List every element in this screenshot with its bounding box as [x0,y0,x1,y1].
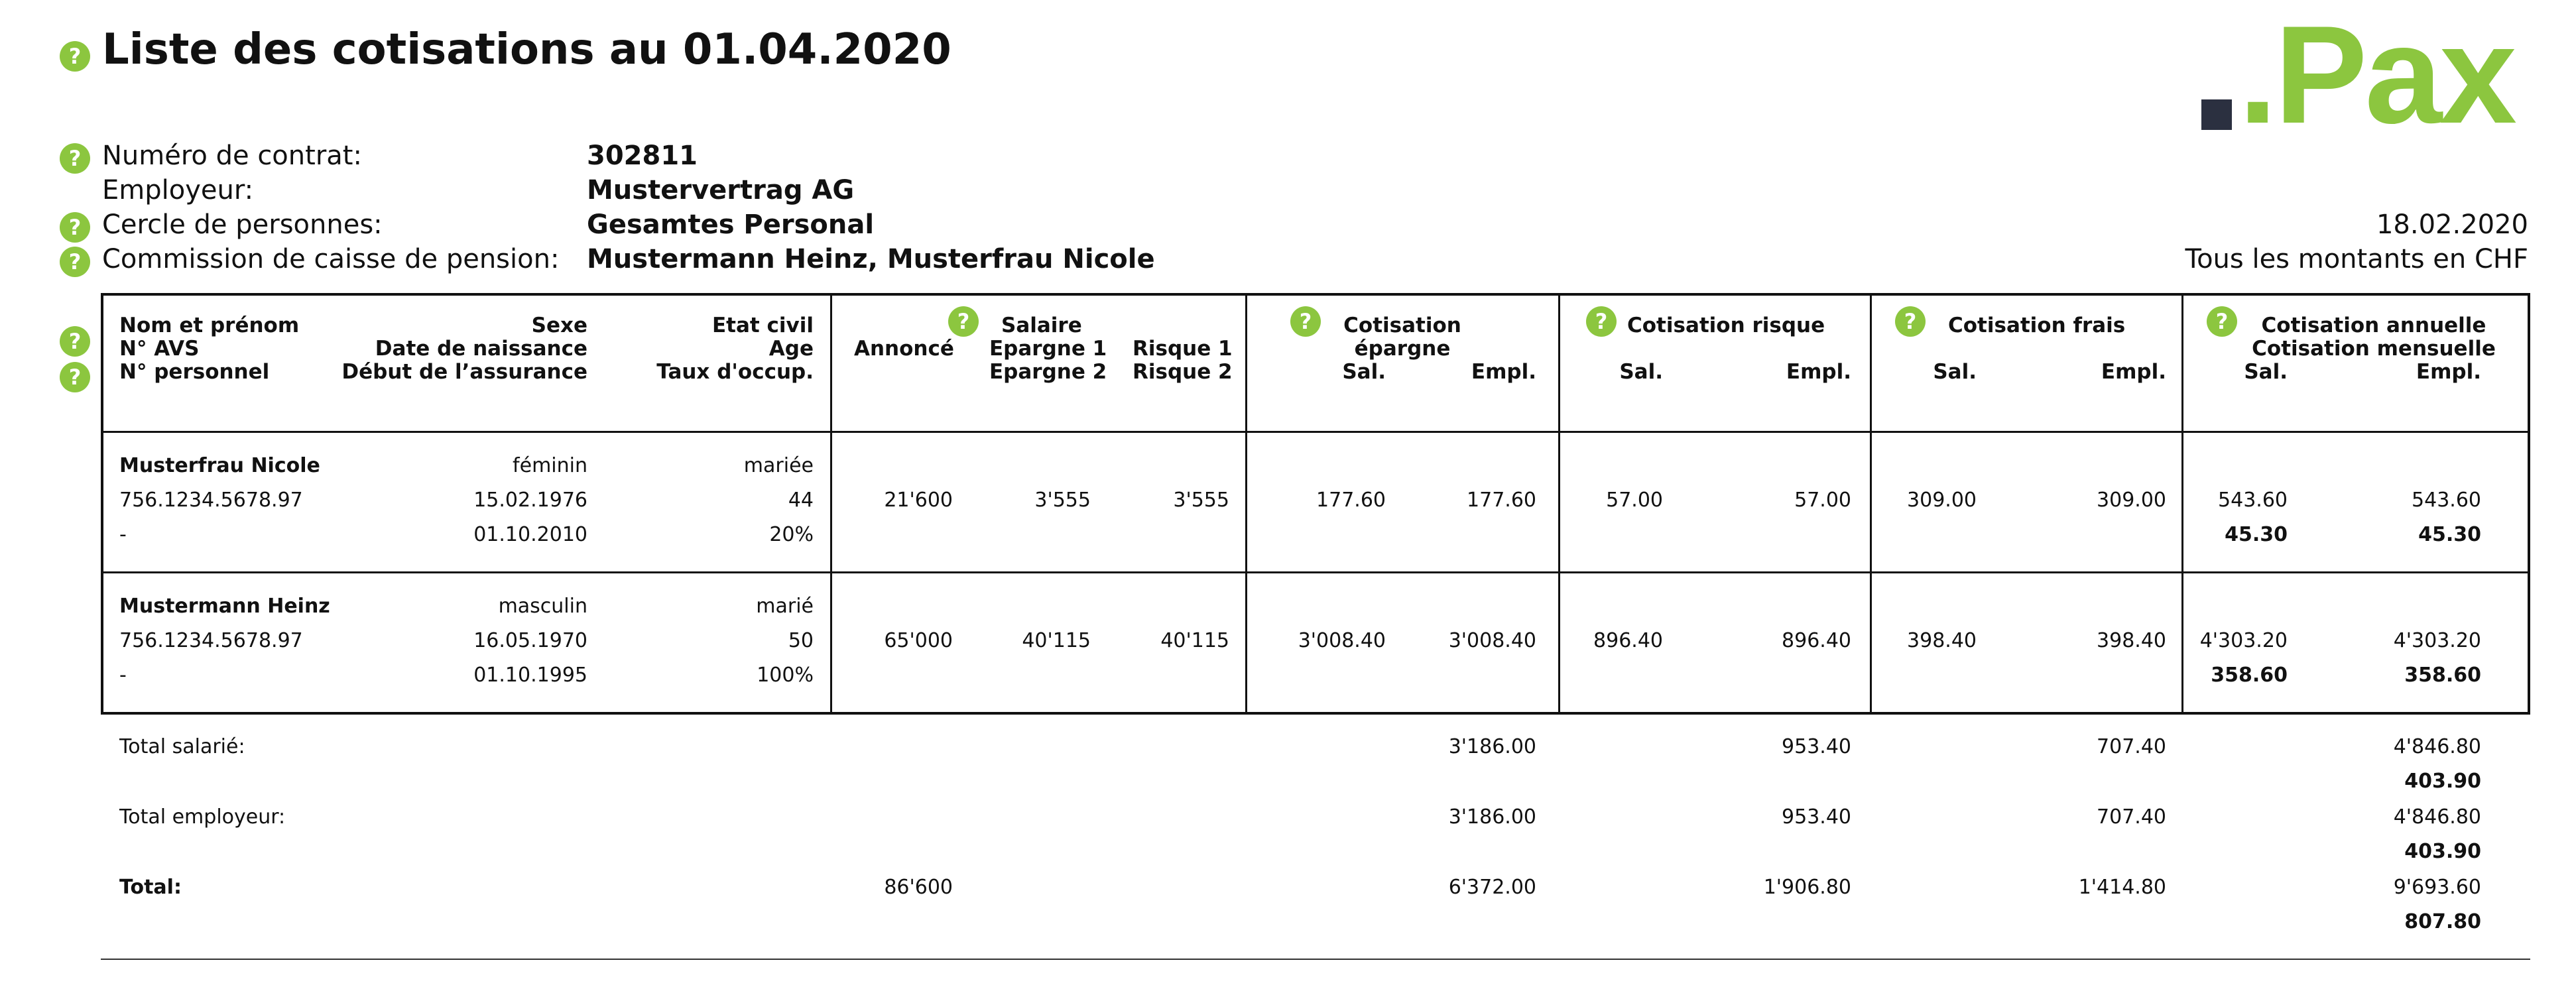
row-divider [101,431,2530,433]
currency-note: Tous les montants en CHF [2185,244,2528,274]
row-announced: 21'600 [884,489,953,512]
row-dob: 15.02.1976 [473,489,587,512]
row-annual-empl: 4'303.20 [2393,629,2481,652]
row-fees-empl: 398.40 [2097,629,2166,652]
row-civil: marié [756,595,814,618]
total-employer-annual: 4'846.80 [2393,805,2481,829]
grand-total-fees: 1'414.80 [2078,876,2166,899]
col-header-empl: Empl. [2416,360,2481,384]
help-icon[interactable]: ? [60,143,90,174]
column-divider [1245,293,1247,715]
col-header-fees-contrib: Cotisation frais [1948,314,2126,337]
row-start: 01.10.1995 [473,664,587,687]
row-name: Mustermann Heinz [119,595,330,618]
col-header-empl: Empl. [1471,360,1536,384]
col-header-risk: Risque 1 Risque 2 [1133,337,1233,384]
col-header-sal: Sal. [2244,360,2288,384]
row-sex: féminin [513,454,587,477]
contract-value: 302811 [587,141,698,171]
total-employer-savings: 3'186.00 [1448,805,1536,829]
total-employee-savings: 3'186.00 [1448,735,1536,758]
help-icon[interactable]: ? [1895,306,1926,337]
circle-label: Cercle de personnes: [102,209,383,240]
help-icon[interactable]: ? [60,41,90,72]
help-icon[interactable]: ? [60,212,90,243]
row-risk-empl: 57.00 [1794,489,1851,512]
help-icon[interactable]: ? [60,326,90,357]
row-savings: 40'115 [1022,629,1091,652]
row-annual-empl: 543.60 [2412,489,2481,512]
grand-total-risk: 1'906.80 [1763,876,1851,899]
total-employer-label: Total employeur: [119,805,286,829]
grand-total-monthly: 807.80 [2404,910,2481,933]
row-occup: 20% [769,523,814,546]
col-header-sex: Sexe Date de naissance Début de l’assurance [341,314,587,384]
row-annual-sal: 543.60 [2218,489,2288,512]
commission-label: Commission de caisse de pension: [102,244,560,274]
logo-text: .Pax [2239,0,2514,152]
total-employee-fees: 707.40 [2097,735,2166,758]
row-avs: 756.1234.5678.97 [119,489,303,512]
col-header-name: Nom et prénom N° AVS N° personnel [119,314,300,384]
row-monthly-empl: 45.30 [2418,523,2481,546]
row-monthly-sal: 358.60 [2211,664,2288,687]
col-header-sal: Sal. [1933,360,1977,384]
column-divider [1870,293,1872,715]
col-header-risk-contrib: Cotisation risque [1627,314,1825,337]
grand-total-announced: 86'600 [884,876,953,899]
row-avs: 756.1234.5678.97 [119,629,303,652]
row-dob: 16.05.1970 [473,629,587,652]
row-announced: 65'000 [884,629,953,652]
row-monthly-sal: 45.30 [2225,523,2288,546]
row-sex: masculin [498,595,587,618]
col-header-sal: Sal. [1619,360,1663,384]
col-header-annual: Cotisation annuelle Cotisation mensuelle [2252,314,2496,361]
row-monthly-empl: 358.60 [2404,664,2481,687]
row-sav-empl: 177.60 [1467,489,1536,512]
commission-value: Mustermann Heinz, Musterfrau Nicole [587,244,1155,274]
row-age: 44 [788,489,814,512]
col-header-civil: Etat civil Age Taux d'occup. [656,314,814,384]
employer-value: Mustervertrag AG [587,175,855,205]
bottom-rule [101,959,2530,960]
grand-total-savings: 6'372.00 [1448,876,1536,899]
help-icon[interactable]: ? [1290,306,1321,337]
total-employee-monthly: 403.90 [2404,770,2481,793]
row-start: 01.10.2010 [473,523,587,546]
help-icon[interactable]: ? [2207,306,2237,337]
row-risk-empl: 896.40 [1782,629,1851,652]
document-date: 18.02.2020 [2376,209,2528,240]
row-divider [101,571,2530,573]
col-header-savings-contrib: Cotisation épargne [1343,314,1461,361]
row-personnel: - [119,664,127,687]
column-divider [2181,293,2183,715]
total-employer-fees: 707.40 [2097,805,2166,829]
page-title: Liste des cotisations au 01.04.2020 [102,25,951,74]
row-sav-sal: 177.60 [1316,489,1386,512]
total-employee-risk: 953.40 [1782,735,1851,758]
help-icon[interactable]: ? [60,247,90,277]
row-annual-sal: 4'303.20 [2199,629,2288,652]
col-header-empl: Empl. [2101,360,2166,384]
logo-square [2201,99,2232,130]
row-occup: 100% [757,664,814,687]
help-icon[interactable]: ? [1586,306,1617,337]
column-divider [1558,293,1560,715]
row-age: 50 [788,629,814,652]
row-risk-sal: 57.00 [1606,489,1663,512]
total-employer-monthly: 403.90 [2404,840,2481,863]
grand-total-label: Total: [119,876,182,899]
row-fees-sal: 309.00 [1907,489,1977,512]
row-risk: 40'115 [1160,629,1229,652]
row-savings: 3'555 [1034,489,1091,512]
col-header-empl: Empl. [1786,360,1851,384]
row-personnel: - [119,523,127,546]
row-fees-empl: 309.00 [2097,489,2166,512]
grand-total-annual: 9'693.60 [2393,876,2481,899]
contract-label: Numéro de contrat: [102,141,362,171]
row-civil: mariée [743,454,814,477]
row-sav-sal: 3'008.40 [1298,629,1386,652]
help-icon[interactable]: ? [948,306,979,337]
col-header-announced: Annoncé [854,337,954,361]
employer-label: Employeur: [102,175,254,205]
row-risk: 3'555 [1173,489,1229,512]
total-employee-label: Total salarié: [119,735,245,758]
row-sav-empl: 3'008.40 [1448,629,1536,652]
row-risk-sal: 896.40 [1593,629,1663,652]
total-employer-risk: 953.40 [1782,805,1851,829]
total-employee-annual: 4'846.80 [2393,735,2481,758]
help-icon[interactable]: ? [60,362,90,392]
row-fees-sal: 398.40 [1907,629,1977,652]
column-divider [830,293,832,715]
row-name: Musterfrau Nicole [119,454,320,477]
col-header-salary: Salaire Epargne 1 Epargne 2 [989,314,1107,384]
circle-value: Gesamtes Personal [587,209,875,240]
col-header-sal: Sal. [1342,360,1386,384]
